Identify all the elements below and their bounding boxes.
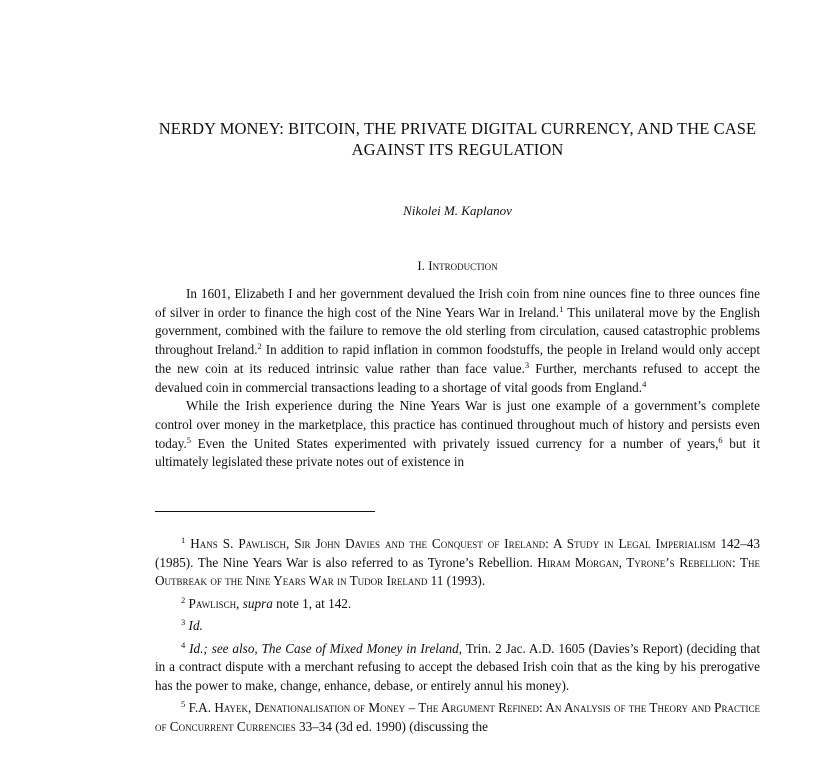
footnote-2-comma: , (236, 595, 243, 611)
footnote-3 (155, 617, 760, 636)
footnote-ref-6: 6 (718, 434, 723, 445)
footnote-divider (155, 511, 375, 512)
footnote-2-author: Pawlisch (188, 595, 237, 611)
footnote-5-source: F.A. Hayek, Denationalisation of Money – The Argument Refined: An Analysis of the Theory and Practice of Concurrent Currencies (155, 700, 760, 734)
footnote-number: 3 (181, 617, 186, 627)
footnote-5-text: 33–34 (3d ed. 1990) (discussing the (295, 718, 488, 734)
footnote-number: 4 (181, 639, 186, 650)
paragraph-2-text-c: but it ultimately legislated these private notes out of existence in (155, 435, 760, 470)
paragraph-1 (155, 285, 760, 397)
paragraph-1-text-d: Further, merchants refused to accept the devalued coin in commercial transactions leading to a shortage of vital goods from England. (155, 360, 760, 395)
footnote-4-text: , Trin. 2 Jac. A.D. 1605 (Davies’s Report) (deciding that in a contract dispute with a merchant refusing to accept the debased Irish coin that as the king by his prerogative has the power to make, change, enhance, debase, or entirely annul his money). (155, 640, 761, 693)
section-heading (140, 258, 775, 274)
footnote-ref-5: 5 (186, 434, 191, 445)
article-author: Nikolei M. Kaplanov (403, 203, 512, 218)
paragraph-2 (155, 397, 760, 472)
footnote-2-text: note 1, at 142. (272, 595, 352, 611)
footnote-3-text: Id. (188, 618, 203, 633)
paragraph-2-text-b: Even the United States experimented with privately issued currency for a number of years, (191, 435, 719, 451)
footnote-number: 2 (181, 594, 186, 605)
footnote-4-citation: Id.; see also, The Case of Mixed Money in Ireland (189, 640, 459, 656)
footnote-2-supra: supra (242, 595, 273, 611)
footnote-ref-1: 1 (559, 303, 564, 314)
footnote-1-text-b: 142–43 (1985). The Nine Years War is also referred to as Tyrone’s Rebellion. (155, 536, 761, 570)
footnote-1-text-d: 11 (1993). (427, 573, 486, 588)
footnote-4 (155, 640, 760, 696)
footnote-number: 5 (181, 699, 186, 709)
body-text (155, 285, 760, 472)
paragraph-1-text-c: In addition to rapid inflation in common foodstuffs, the people in Ireland would only accept the new coin at its reduced intrinsic value rather than face value. (155, 342, 760, 376)
footnote-ref-4: 4 (642, 378, 647, 389)
footnotes (155, 535, 760, 740)
paragraph-2-text-a: While the Irish experience during the Nine Years War is just one example of a government’s complete control over money in the marketplace, this practice has continued throughout much of history and persists even today. (155, 398, 760, 451)
footnote-1 (155, 535, 760, 591)
footnote-1-source-a: Hans S. Pawlisch, Sir John Davies and the Conquest of Ireland: A Study in Legal Imperialism (190, 536, 716, 551)
paragraph-1-text-b: This unilateral move by the English government, combined with the failure to remove the old sterling from circulation, caused catastrophic problems throughout Ireland. (155, 304, 760, 358)
section-number: I. (417, 258, 425, 273)
footnote-ref-3: 3 (524, 359, 530, 370)
footnote-ref-2: 2 (257, 341, 262, 352)
footnote-2 (155, 595, 760, 614)
article-title: NERDY MONEY: BITCOIN, THE PRIVATE DIGITAL CURRENCY, AND THE CASE AGAINST ITS REGULATION (158, 119, 757, 159)
footnote-1-source-c: Hiram Morgan, Tyrone’s Rebellion: The Outbreak of the Nine Years War in Tudor Ireland (155, 554, 761, 588)
paragraph-1-text-a: In 1601, Elizabeth I and her government devalued the Irish coin from nine ounces fine to three ounces fine of silver in order to finance the high cost of the Nine Years War in Ireland. (155, 286, 760, 320)
footnote-number: 1 (181, 535, 186, 545)
section-title: Introduction (428, 258, 498, 273)
footnote-5 (155, 699, 760, 736)
